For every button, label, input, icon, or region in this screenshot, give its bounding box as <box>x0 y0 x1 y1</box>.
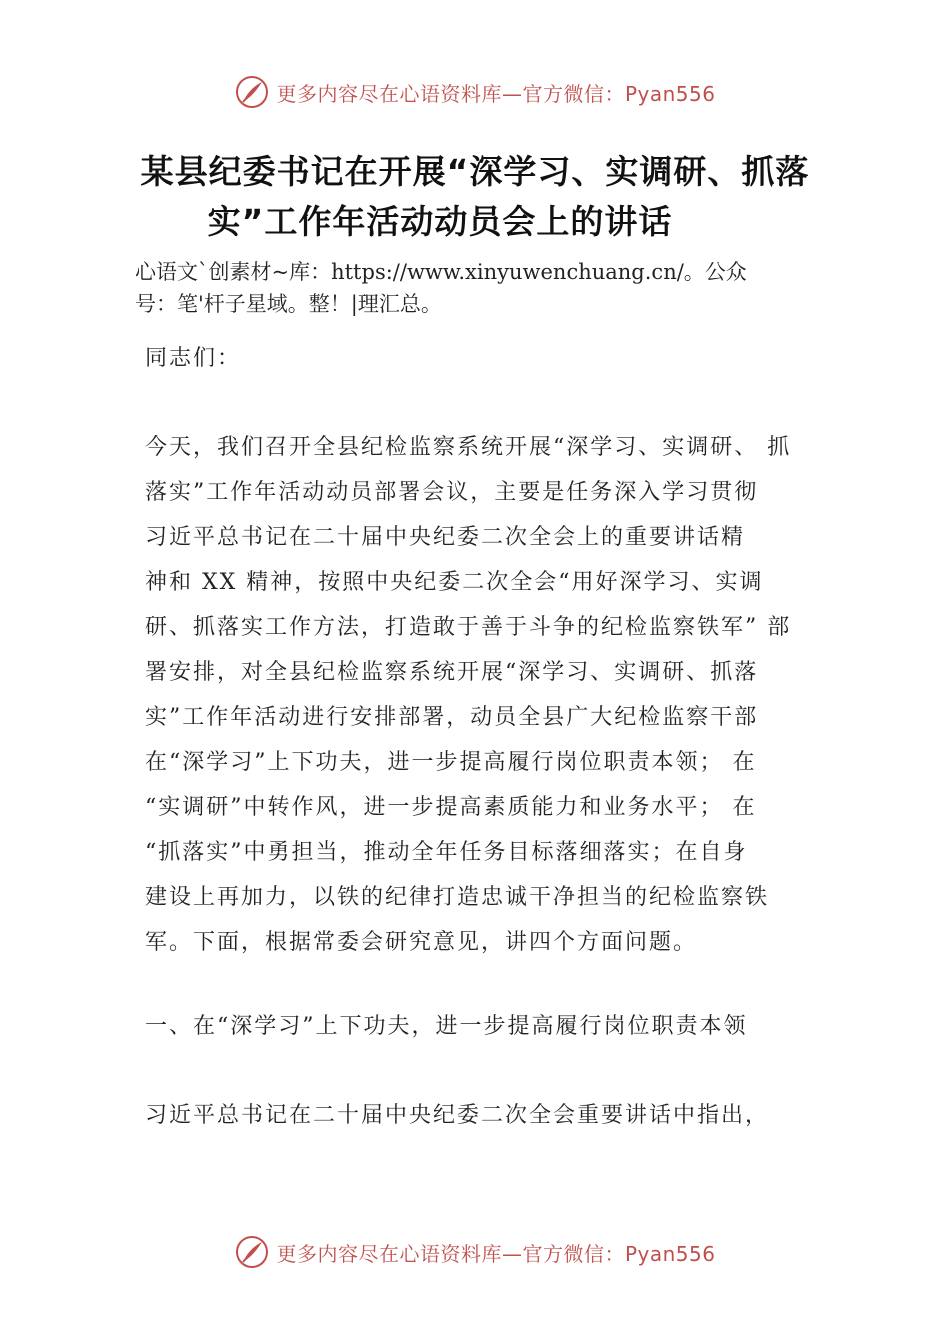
banner-text: 更多内容尽在心语资料库—官方微信：Pyan556 <box>276 81 716 106</box>
greeting <box>145 336 825 381</box>
paragraph-2 <box>145 1093 825 1138</box>
intro-line: 研、抓落实工作方法，打造敢于善于斗争的纪检监察铁军” 部 <box>145 615 792 640</box>
intro-line: 今天，我们召开全县纪检监察系统开展“深学习、实调研、 抓 <box>145 435 792 460</box>
document-title-line-1: 某县纪委书记在开展“深学习、实调研、抓落 <box>140 152 810 191</box>
header-banner <box>0 70 950 114</box>
intro-line: 习近平总书记在二十届中央纪委二次全会上的重要讲话精 <box>145 525 746 550</box>
document-title-line-2: 实”工作年活动动员会上的讲话 <box>207 202 673 241</box>
intro-line: 军。下面，根据常委会研究意见，讲四个方面问题。 <box>145 930 698 955</box>
section-heading-1 <box>145 1004 825 1049</box>
feather-pen-logo-icon <box>234 1234 270 1270</box>
intro-line: 在“深学习”上下功夫，进一步提高履行岗位职责本领； 在 <box>145 750 757 775</box>
intro-line: 实”工作年活动进行安排部署，动员全县广大纪检监察干部 <box>145 705 759 730</box>
intro-line: 建设上再加力，以铁的纪律打造忠诚干净担当的纪检监察铁 <box>145 885 770 910</box>
footer-banner <box>0 1230 950 1274</box>
section-heading-text: 一、在“深学习”上下功夫，进一步提高履行岗位职责本领 <box>145 1014 748 1039</box>
intro-line: 落实”工作年活动动员部署会议，主要是任务深入学习贯彻 <box>145 480 759 505</box>
intro-line: 神和 XX 精神，按照中央纪委二次全会“用好深学习、实调 <box>145 570 764 595</box>
greeting-text: 同志们： <box>145 346 242 371</box>
source-note-line-2: 号：笔'杆子星域。整！|理汇总。 <box>135 292 442 316</box>
intro-line: 署安排，对全县纪检监察系统开展“深学习、实调研、抓落 <box>145 660 759 685</box>
intro-paragraph <box>145 425 825 965</box>
intro-line: “实调研”中转作风，进一步提高素质能力和业务水平； 在 <box>145 795 757 820</box>
banner-text: 更多内容尽在心语资料库—官方微信：Pyan556 <box>276 1241 716 1266</box>
paragraph-2-line: 习近平总书记在二十届中央纪委二次全会重要讲话中指出， <box>145 1103 770 1128</box>
feather-pen-logo-icon <box>234 74 270 110</box>
source-note-line-1: 心语文`创素材~库：https://www.xinyuwenchuang.cn/。公众 <box>135 260 747 284</box>
intro-line: “抓落实”中勇担当，推动全年任务目标落细落实；在自身 <box>145 840 748 865</box>
